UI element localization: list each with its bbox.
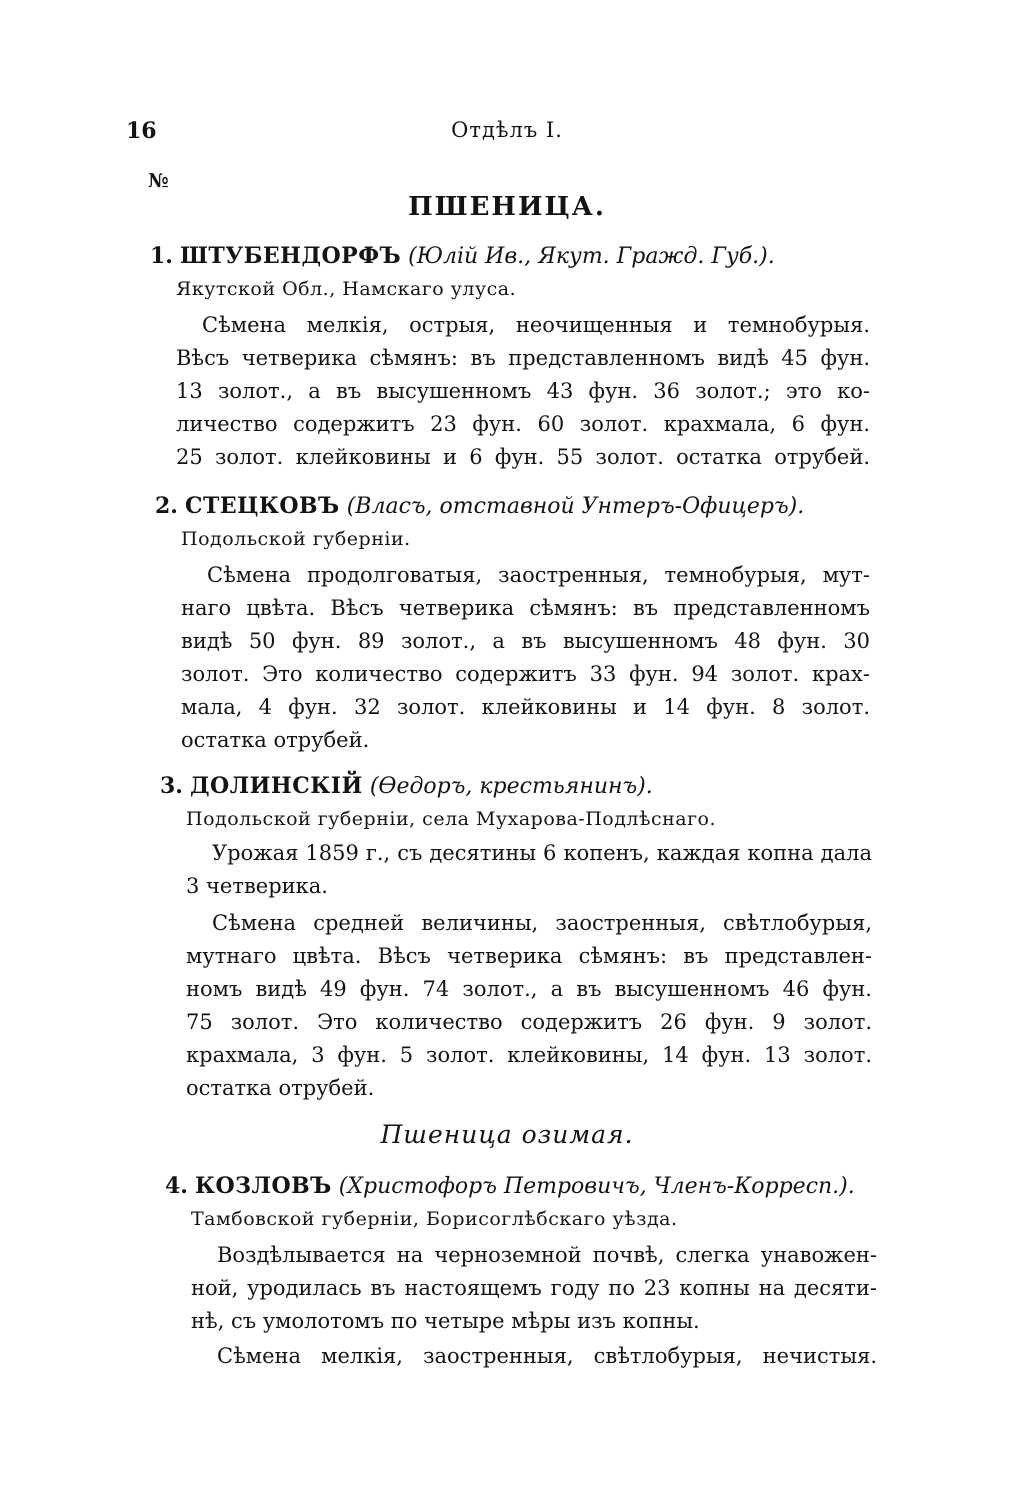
- entry-paragraph: [191, 1340, 877, 1373]
- entry-paragraph: [181, 559, 870, 757]
- text-line: Сѣмена мелкія, заостренныя, свѣтлобурыя, нечистыя.: [217, 1344, 877, 1368]
- text-line: наго цвѣта. Вѣсъ четверика сѣмянъ: въ представленномъ: [181, 596, 870, 620]
- entry-4: [165, 1170, 877, 1373]
- page-title: ПШЕНИЦА.: [408, 192, 606, 222]
- subheading: Пшеница озимая.: [380, 1120, 634, 1149]
- number-sign: №: [148, 170, 169, 192]
- entry-location: Подольской губерніи, села Мухарова-Подлѣснаго.: [186, 808, 717, 830]
- entry-location: Подольской губерніи.: [181, 528, 411, 550]
- text-line: остатка отрубей.: [186, 1076, 375, 1100]
- entry-heading: [165, 1170, 877, 1203]
- text-line: остатка отрубей.: [181, 728, 370, 752]
- text-line: золот. Это количество содержитъ 33 фун. 94 золот. крах-: [181, 662, 870, 686]
- text-line: Сѣмена продолговатыя, заостренныя, темнобурыя, мут-: [207, 563, 870, 587]
- text-line: ной, уродилась въ настоящемъ году по 23 копны на десяти-: [191, 1276, 877, 1300]
- text-line: 25 золот. клейковины и 6 фун. 55 золот. остатка отрубей.: [176, 445, 870, 469]
- text-line: крахмала, 3 фун. 5 золот. клейковины, 14 фун. 13 золот.: [186, 1043, 872, 1067]
- entry-number: 3.: [160, 773, 183, 799]
- text-line: видѣ 50 фун. 89 золот., а въ высушенномъ 48 фун. 30: [181, 629, 870, 653]
- text-line: 75 золот. Это количество содержитъ 26 фун. 9 золот.: [186, 1010, 872, 1034]
- text-line: номъ видѣ 49 фун. 74 золот., а въ высушенномъ 46 фун.: [186, 977, 872, 1001]
- entry-paragraph: [176, 309, 870, 474]
- entry-name: ШТУБЕНДОРФЪ: [179, 243, 402, 269]
- entry-description: (Христофоръ Петровичъ, Членъ-Корресп.).: [338, 1174, 855, 1199]
- running-head: [0, 118, 1014, 152]
- text-line: 3 четверика.: [186, 874, 328, 898]
- entry-description: (Өедоръ, крестьянинъ).: [369, 774, 653, 799]
- entry-location: Якутской Обл., Намскаго улуса.: [176, 278, 517, 300]
- entry-name: ДОЛИНСКІЙ: [189, 773, 363, 799]
- entry-number: 2.: [155, 493, 178, 519]
- text-line: Вѣсъ четверика сѣмянъ: въ представленномъ видѣ 45 фун.: [176, 346, 870, 370]
- text-line: личество содержитъ 23 фун. 60 золот. крахмала, 6 фун.: [176, 412, 870, 436]
- entry-3: [160, 770, 872, 1105]
- text-line: Сѣмена средней величины, заостренныя, свѣтлобурыя,: [212, 911, 872, 935]
- entry-number: 4.: [165, 1173, 188, 1199]
- entry-paragraph: [191, 1239, 877, 1338]
- text-line: мала, 4 фун. 32 золот. клейковины и 14 фун. 8 золот.: [181, 695, 870, 719]
- entry-2: [155, 490, 870, 757]
- entry-name: СТЕЦКОВЪ: [184, 493, 340, 519]
- section-title: Отдѣлъ I.: [451, 118, 563, 142]
- text-line: Урожая 1859 г., съ десятины 6 копенъ, каждая копна дала: [212, 841, 872, 865]
- entry-heading: [150, 240, 870, 273]
- text-line: Воздѣлывается на черноземной почвѣ, слегка унавожен-: [217, 1243, 877, 1267]
- entry-heading: [160, 770, 872, 803]
- text-line: Сѣмена мелкія, острыя, неочищенныя и темнобурыя.: [202, 313, 870, 337]
- text-line: мутнаго цвѣта. Вѣсъ четверика сѣмянъ: въ представлен-: [186, 944, 872, 968]
- entry-heading: [155, 490, 870, 523]
- entry-1: [150, 240, 870, 474]
- entry-name: КОЗЛОВЪ: [194, 1173, 332, 1199]
- text-line: нѣ, съ умолотомъ по четыре мѣры изъ копны.: [191, 1309, 700, 1333]
- text-line: 13 золот., а въ высушенномъ 43 фун. 36 золот.; это ко-: [176, 379, 870, 403]
- entry-description: (Юлій Ив., Якут. Гражд. Губ.).: [408, 244, 775, 269]
- page-number: 16: [126, 118, 157, 144]
- entry-description: (Власъ, отставной Унтеръ-Офицеръ).: [346, 494, 805, 519]
- entry-paragraph: [186, 837, 872, 903]
- entry-paragraph: [186, 907, 872, 1105]
- entry-number: 1.: [150, 243, 173, 269]
- entry-location: Тамбовской губерніи, Борисоглѣбскаго уѣзда.: [191, 1208, 678, 1230]
